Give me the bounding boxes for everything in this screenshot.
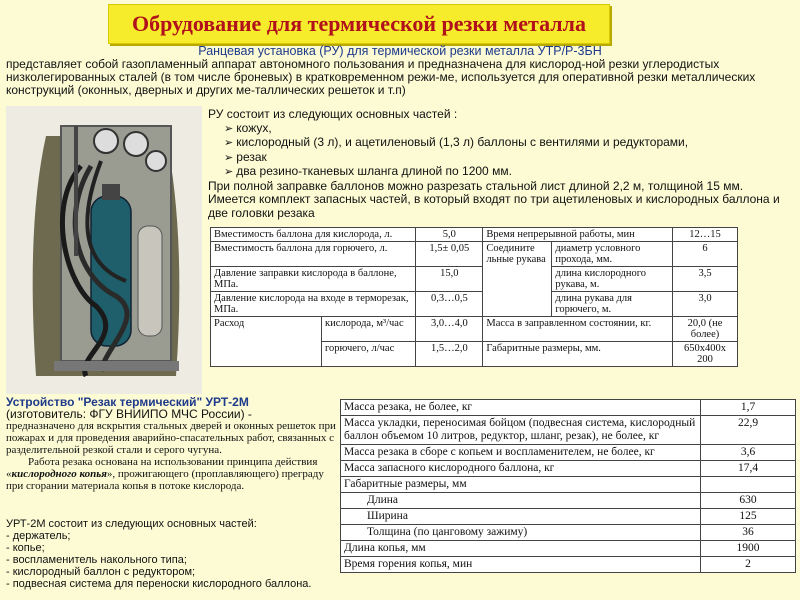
components-heading: УРТ-2М состоит из следующих основных частей:: [6, 518, 257, 530]
table-row: [341, 557, 796, 573]
parts-heading: РУ состоит из следующих основных частей :: [208, 107, 458, 121]
table-row: [211, 292, 738, 317]
table-cell: 1,5± 0,05: [416, 242, 483, 267]
table-cell: Длина копья, мм: [341, 541, 701, 557]
table-cell: 1,7: [701, 400, 796, 416]
table-cell: Масса резака, не более, кг: [341, 400, 701, 416]
urt-spec-table: [340, 399, 796, 573]
list-item: ➢ кожух,: [224, 122, 788, 137]
table-row: [341, 525, 796, 541]
table-cell: Масса резака в сборе с копьем и воспламенителем, не более, кг: [341, 445, 701, 461]
urt-purpose: предназначено для вскрытия стальных дверей и оконных решеток при пожарах и для проведения аварийно-спасательных работ, связанных с разделительной резкой стали и серого чугуна.: [6, 420, 336, 456]
title-banner: [108, 4, 610, 44]
ru-spec-table: [210, 227, 738, 367]
table-cell: 125: [701, 509, 796, 525]
table-cell: Длина: [341, 493, 701, 509]
subtitle: Ранцевая установка (РУ) для термической резки металла УТР/Р-3БН: [198, 44, 602, 58]
table-row: [341, 493, 796, 509]
table-cell: Ширина: [341, 509, 701, 525]
table-row: [211, 267, 738, 292]
parts-list: [208, 122, 788, 180]
table-cell: 3,6: [701, 445, 796, 461]
table-cell: 20,0 (не более): [673, 317, 738, 342]
table-cell: 650х400х 200: [673, 342, 738, 367]
table-row: [341, 477, 796, 493]
table-row: [341, 445, 796, 461]
table-row: [211, 242, 738, 267]
backpack-cutter-illustration: [6, 106, 202, 394]
equipment-photo: [6, 106, 202, 394]
table-cell: 1,5…2,0: [416, 342, 483, 367]
urt-components: [6, 518, 336, 590]
table-cell: 1900: [701, 541, 796, 557]
list-item: - подвесная система для переноски кислородного баллона.: [6, 578, 312, 590]
table-cell: Давление кислорода на входе в терморезак, МПа.: [211, 292, 416, 317]
table-cell: Давление заправки кислорода в баллоне, МПа.: [211, 267, 416, 292]
page-title: Обрудование для термической резки металла: [132, 11, 586, 36]
table-cell: 0,3…0,5: [416, 292, 483, 317]
table-cell: Время горения копья, мин: [341, 557, 701, 573]
list-item: ➢ кислородный (3 л), и ацетиленовый (1,3 л) баллоны с вентилями и редукторами,: [224, 136, 788, 151]
intro-paragraph: представляет собой газопламенный аппарат автономного пользования и предназначена для кислород-ной резки углеродистых низколегированных сталей (в том числе броневых) в кратковременном режи-ме, используется для оперативной резки металлических конструкций (оконных, дверных и других ме-таллических решеток и т.п): [6, 57, 756, 97]
table-row: [341, 541, 796, 557]
table-cell: 630: [701, 493, 796, 509]
list-item: ➢ резак: [224, 151, 788, 166]
table-cell: 36: [701, 525, 796, 541]
table-cell: Масса запасного кислородного баллона, кг: [341, 461, 701, 477]
table-cell: длина рукава для горючего, м.: [552, 292, 673, 317]
table-row: [341, 400, 796, 416]
table-cell: Вместимость баллона для горючего, л.: [211, 242, 416, 267]
table-cell: 6: [673, 242, 738, 267]
list-item: ➢ два резино-тканевых шланга длиной по 1200 мм.: [224, 165, 788, 180]
table-cell: Габаритные размеры, мм: [341, 477, 701, 493]
urt-heading: Устройство "Резак термический" УРТ-2М: [6, 395, 249, 409]
parts-block: [208, 108, 788, 220]
table-cell: 3,0…4,0: [416, 317, 483, 342]
table-row: [341, 509, 796, 525]
table-row: [211, 317, 738, 342]
list-item: - кислородный баллон с редуктором;: [6, 566, 196, 578]
table-cell: диаметр условного прохода, мм.: [552, 242, 673, 267]
table-cell: 17,4: [701, 461, 796, 477]
urt-manufacturer: (изготовитель: ФГУ ВНИИПО МЧС России) -: [6, 407, 252, 421]
table-row: [211, 228, 738, 242]
table-cell: 2: [701, 557, 796, 573]
table-cell: Расход: [211, 317, 322, 367]
table-cell: Толщина (по цанговому зажиму): [341, 525, 701, 541]
table-row: [341, 461, 796, 477]
table-cell: Время непрерывной работы, мин: [483, 228, 673, 242]
table-cell: 3,0: [673, 292, 738, 317]
list-item: - держатель;: [6, 530, 71, 542]
table-cell: кислорода, м³/час: [322, 317, 416, 342]
table-cell: 3,5: [673, 267, 738, 292]
table-cell: Масса в заправленном состоянии, кг.: [483, 317, 673, 342]
table-cell: [701, 477, 796, 493]
table-cell: горючего, л/час: [322, 342, 416, 367]
table-cell: 12…15: [673, 228, 738, 242]
spare-parts-note: Имеется комплект запасных частей, в который входят по три ацетиленовых и кислородных баллона и две головки резака: [208, 192, 780, 220]
components-list: [6, 530, 336, 590]
table-row: [341, 416, 796, 445]
list-item: - копье;: [6, 542, 45, 554]
table-cell: 5,0: [416, 228, 483, 242]
table-cell: Вместимость баллона для кислорода, л.: [211, 228, 416, 242]
table-cell: Соедините льные рукава: [483, 242, 552, 317]
urt-principle: Работа резака основана на использовании принципа действия «кислородного копья», прожигающего (проплавляющего) преграду при сгорании материала копья в потоке кислорода.: [6, 456, 324, 492]
urt-section: [6, 396, 336, 492]
table-cell: 22,9: [701, 416, 796, 445]
table-cell: 15,0: [416, 267, 483, 292]
list-item: - воспламенитель накольного типа;: [6, 554, 187, 566]
table-cell: Масса укладки, переносимая бойцом (подвесная система, кислородный баллон объемом 10 литров, редуктор, шланг, резак), не более, кг: [341, 416, 701, 445]
table-cell: Габаритные размеры, мм.: [483, 342, 673, 367]
capacity-note: При полной заправке баллонов можно разрезать стальной лист длиной 2,2 м, толщиной 15 мм.: [208, 178, 744, 193]
table-cell: длина кислородного рукава, м.: [552, 267, 673, 292]
